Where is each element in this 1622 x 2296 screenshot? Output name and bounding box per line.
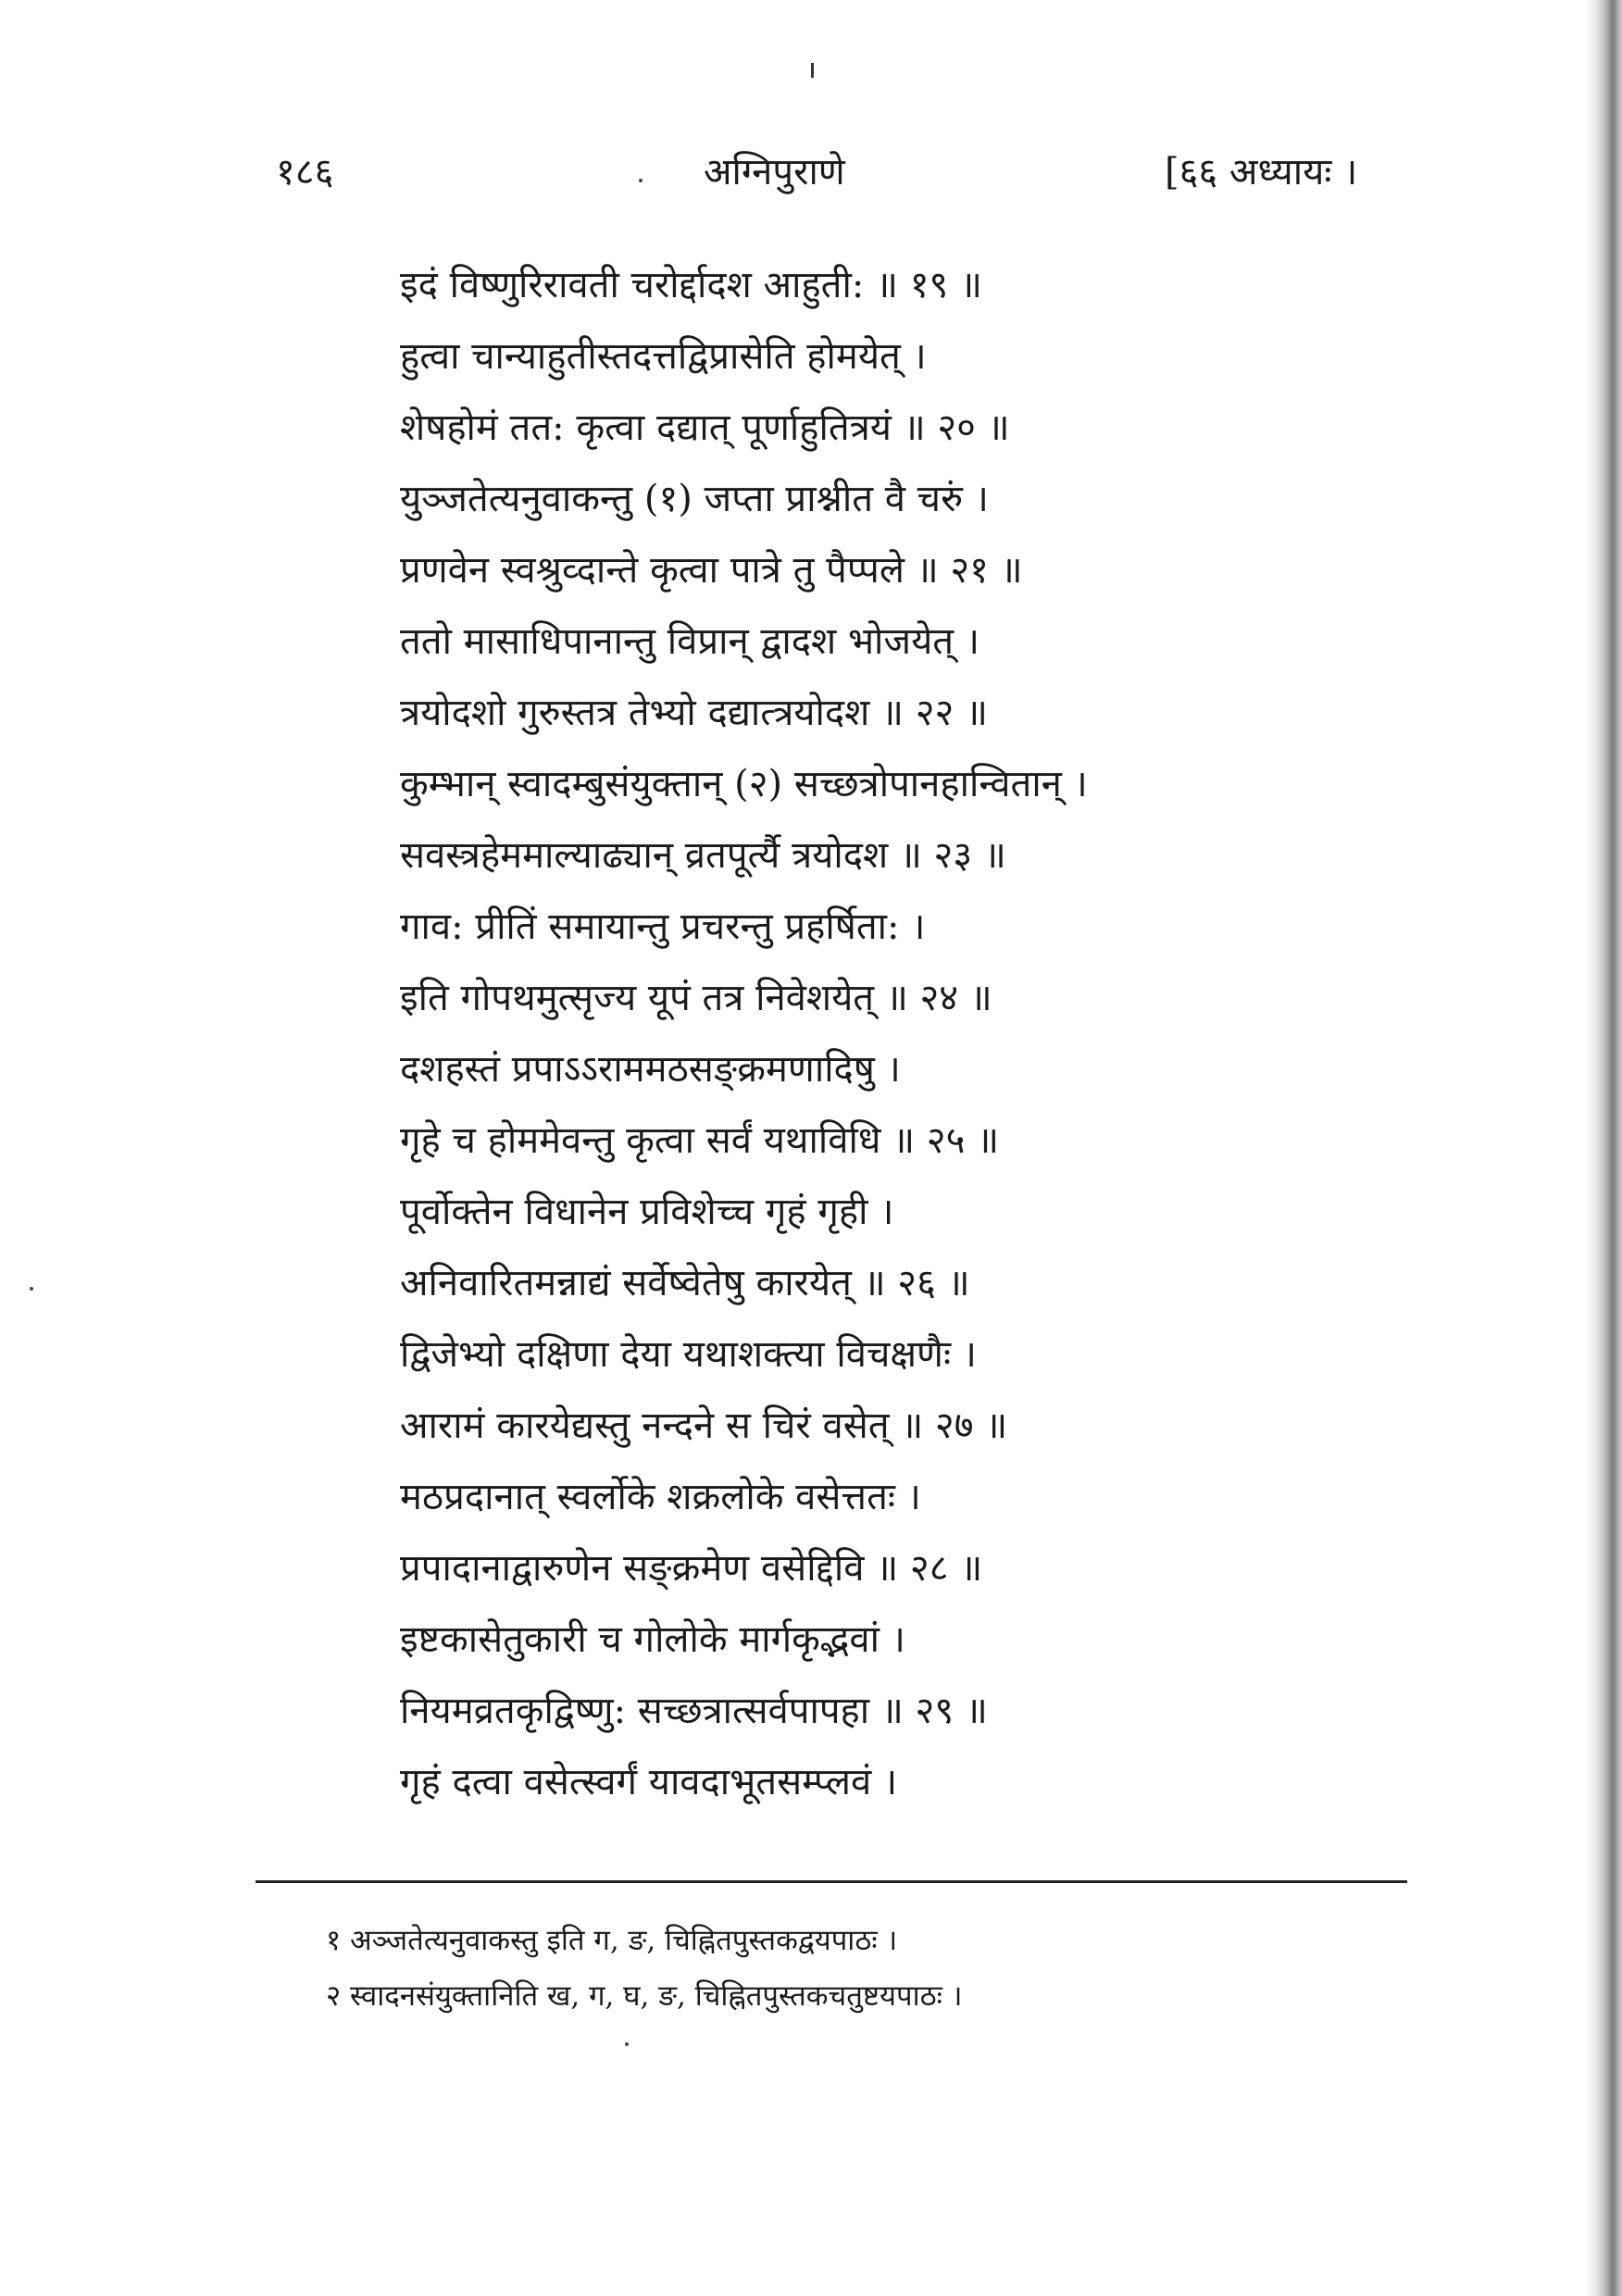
footnote: २ स्वादनसंयुक्तानिति ख, ग, घ, ङ, चिह्नितपुस्तकचतुष्टयपाठः । [326,1979,963,2013]
verse-line: गृहं दत्वा वसेत्स्वर्गं यावदाभूतसम्प्लवं । [400,1761,898,1803]
verse-line: प्रणवेन स्वश्रुव्दान्ते कृत्वा पात्रे तु पैप्पले ॥ २१ ॥ [400,549,1023,592]
page-header [0,139,1622,204]
footnote-divider [256,1880,1407,1883]
footnotes [326,1913,1344,2024]
verse-line: युञ्जतेत्यनुवाकन्तु (१) जप्ता प्राश्नीत वै चरुं । [400,478,989,520]
verse-line: इति गोपथमुत्सृज्य यूपं तत्र निवेशयेत् ॥ २४ ॥ [400,977,992,1019]
verse-block [400,250,1326,1818]
verse-line: गाव: प्रीतिं समायान्तु प्रचरन्तु प्रहर्षिता: । [400,905,926,948]
verse-line: ततो मासाधिपानान्तु विप्रान् द्वादश भोजयेत् । [400,620,979,663]
page-right-edge-shadow [1585,0,1622,2296]
top-margin-mark [811,63,814,78]
chapter-label: [६६ अध्यायः । [1165,151,1358,193]
verse-line: इदं विष्णुरिरावती चरोर्द्दादश आहुती: ॥ १९ ॥ [400,264,982,306]
verse-line: त्रयोदशो गुरुस्तत्र तेभ्यो दद्यात्त्रयोदश ॥ २२ ॥ [400,692,988,734]
verse-line: अनिवारितमन्नाद्यं सर्वेष्वेतेषु कारयेत् ॥ २६ ॥ [400,1262,970,1304]
verse-line: पूर्वोक्तेन विधानेन प्रविशेच्च गृहं गृही । [400,1191,894,1233]
scan-speck [30,1287,33,1291]
footnote: १ अञ्जतेत्यनुवाकस्तु इति ग, ङ, चिह्नितपुस्तकद्वयपाठः । [326,1924,898,1957]
running-title: अग्निपुराणे [704,151,845,193]
verse-line: शेषहोमं तत: कृत्वा दद्यात् पूर्णाहुतित्रयं ॥ २० ॥ [400,406,1010,449]
page-number: १८६ [276,151,334,193]
verse-line: मठप्रदानात् स्वर्लोके शक्रलोके वसेत्ततः । [400,1476,921,1518]
verse-line: प्रपादानाद्वारुणेन सङ्क्रमेण वसेद्दिवि ॥ २८ ॥ [400,1547,983,1590]
scan-speck [639,179,643,182]
verse-line: नियमव्रतकृद्विष्णु: सच्छत्रात्सर्वपापहा ॥ २९ ॥ [400,1690,988,1732]
verse-line: आरामं कारयेद्यस्तु नन्दने स चिरं वसेत् ॥ २७ ॥ [400,1404,1008,1447]
verse-line: सवस्त्रहेममाल्याढ्यान् व्रतपूर्त्यै त्रयोदश ॥ २३ ॥ [400,834,1006,877]
verse-line: हुत्वा चान्याहुतीस्तदत्तद्विप्रासेति होमयेत् । [400,335,927,378]
verse-line: गृहे च होममेवन्तु कृत्वा सर्वं यथाविधि ॥ २५ ॥ [400,1119,1000,1162]
scan-speck [625,2042,629,2046]
verse-line: द्विजेभ्यो दक्षिणा देया यथाशक्त्या विचक्षणैः । [400,1333,977,1376]
verse-line: इष्टकासेतुकारी च गोलोके मार्गकृद्भवां । [400,1618,905,1661]
verse-line: दशहस्तं प्रपाऽऽराममठसङ्क्रमणादिषु । [400,1048,901,1091]
verse-line: कुम्भान् स्वादम्बुसंयुक्तान् (२) सच्छत्रोपानहान्वितान् । [400,763,1088,805]
